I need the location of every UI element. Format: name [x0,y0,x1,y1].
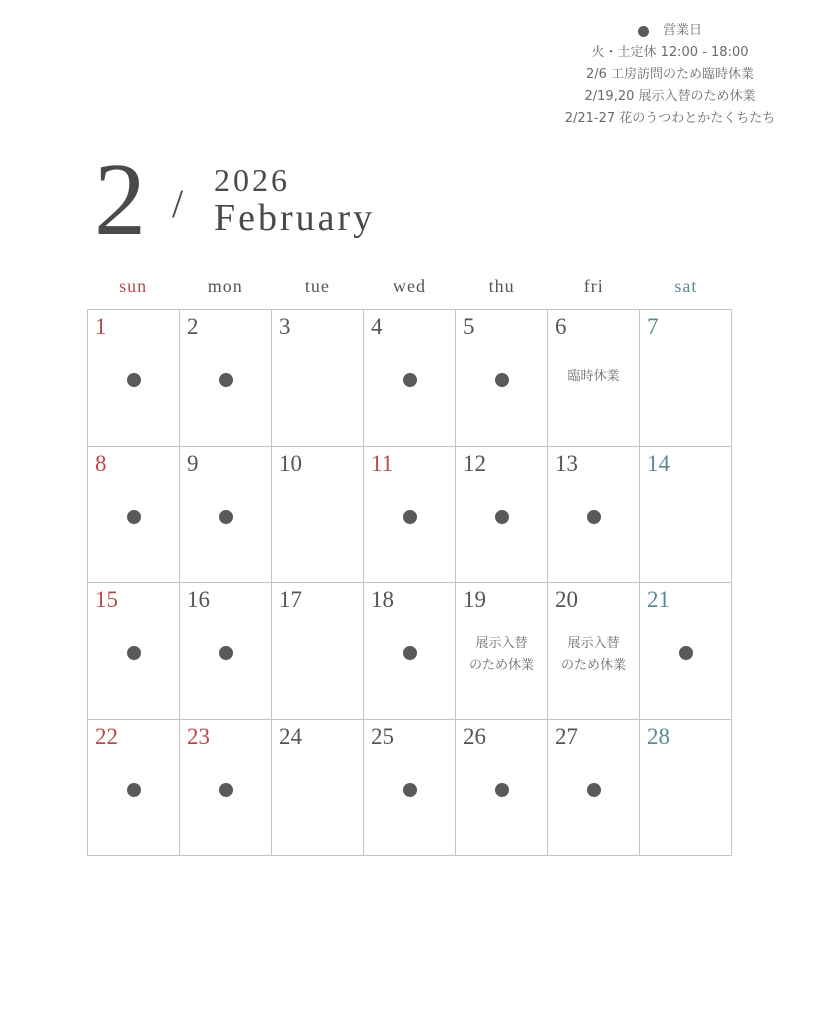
weekday-label: sun [119,276,148,296]
day-note: 展示入替 のため休業 [560,636,626,673]
day-number: 16 [187,587,210,612]
calendar-grid [87,309,732,856]
open-day-dot-icon [219,783,233,797]
day-number: 9 [187,450,199,476]
open-day-dot-icon [219,646,233,660]
day-cell [180,720,272,857]
weekday-label: thu [488,276,515,296]
day-cell [548,310,640,447]
title-slash: / [172,181,184,226]
open-day-dot-icon [127,373,141,387]
day-cell [548,720,640,857]
month-number: 2 [94,142,146,257]
open-day-dot-icon [587,783,601,797]
day-cell [272,583,364,720]
weekday-label: tue [304,276,330,296]
day-number: 4 [371,314,383,339]
day-cell [180,310,272,447]
day-cell [88,310,180,447]
open-day-dot-icon [495,373,509,387]
day-number: 21 [647,587,670,612]
day-number: 13 [555,450,578,476]
open-day-dot-icon [587,510,601,524]
day-cell [456,583,548,720]
day-cell [88,720,180,857]
day-cell [272,447,364,584]
open-day-dot-icon [403,783,417,797]
open-day-dot-icon [495,783,509,797]
day-cell [272,720,364,857]
day-number: 23 [187,723,210,749]
day-number: 25 [371,723,394,749]
open-day-dot-icon [679,646,693,660]
day-number: 26 [463,723,486,749]
open-day-dot-icon [219,510,233,524]
legend-label: 営業日 [662,23,702,38]
day-number: 11 [371,450,394,476]
day-note: 展示入替 のため休業 [468,636,534,673]
day-number: 7 [647,314,659,339]
year: 2026 [214,162,290,198]
day-cell [364,447,456,584]
day-cell [364,720,456,857]
day-number: 5 [463,314,475,339]
open-day-dot-icon [127,510,141,524]
day-cell [640,447,732,584]
day-number: 15 [95,587,118,612]
notice-line: 2/19,20 展示入替のため休業 [584,89,756,104]
day-number: 18 [371,587,394,612]
day-cell [456,720,548,857]
open-day-dot-icon [127,646,141,660]
day-number: 10 [279,450,302,476]
day-number: 8 [95,450,107,476]
day-number: 22 [95,723,118,749]
day-cell [640,720,732,857]
day-cell [456,447,548,584]
day-number: 27 [555,723,578,749]
weekday-header [87,276,732,297]
day-number: 12 [463,450,486,476]
weekday-label: mon [207,276,243,296]
day-cell [88,447,180,584]
day-number: 24 [279,723,302,749]
weekday-label: wed [392,276,426,296]
day-cell [548,583,640,720]
open-day-dot-icon [495,510,509,524]
weekday-label: sat [674,276,698,296]
day-cell [456,310,548,447]
open-day-dot-icon [403,373,417,387]
day-cell [364,583,456,720]
month-name: February [214,197,376,239]
day-cell [640,583,732,720]
notice-line: 2/6 工房訪問のため臨時休業 [585,67,755,82]
open-day-dot-icon [638,26,649,37]
notice-line: 火・土定休 12:00 - 18:00 [591,45,749,60]
day-number: 6 [555,314,567,339]
day-cell [640,310,732,447]
open-day-dot-icon [403,510,417,524]
day-cell [364,310,456,447]
notice-block [520,20,819,130]
day-cell [180,447,272,584]
day-cell [272,310,364,447]
day-number: 2 [187,314,199,339]
open-day-dot-icon [403,646,417,660]
day-number: 19 [463,587,486,612]
day-number: 1 [95,314,107,339]
open-day-dot-icon [219,373,233,387]
day-number: 17 [279,587,302,612]
day-cell [88,583,180,720]
weekday-label: fri [583,276,604,296]
day-number: 3 [279,314,291,339]
day-number: 28 [647,723,670,749]
day-cell [180,583,272,720]
legend [520,20,819,42]
day-note: 臨時休業 [567,369,620,384]
open-day-dot-icon [127,783,141,797]
day-cell [548,447,640,584]
day-number: 20 [555,587,578,612]
notice-line: 2/21-27 花のうつわとかたくちたち [564,111,776,126]
day-number: 14 [647,450,670,476]
